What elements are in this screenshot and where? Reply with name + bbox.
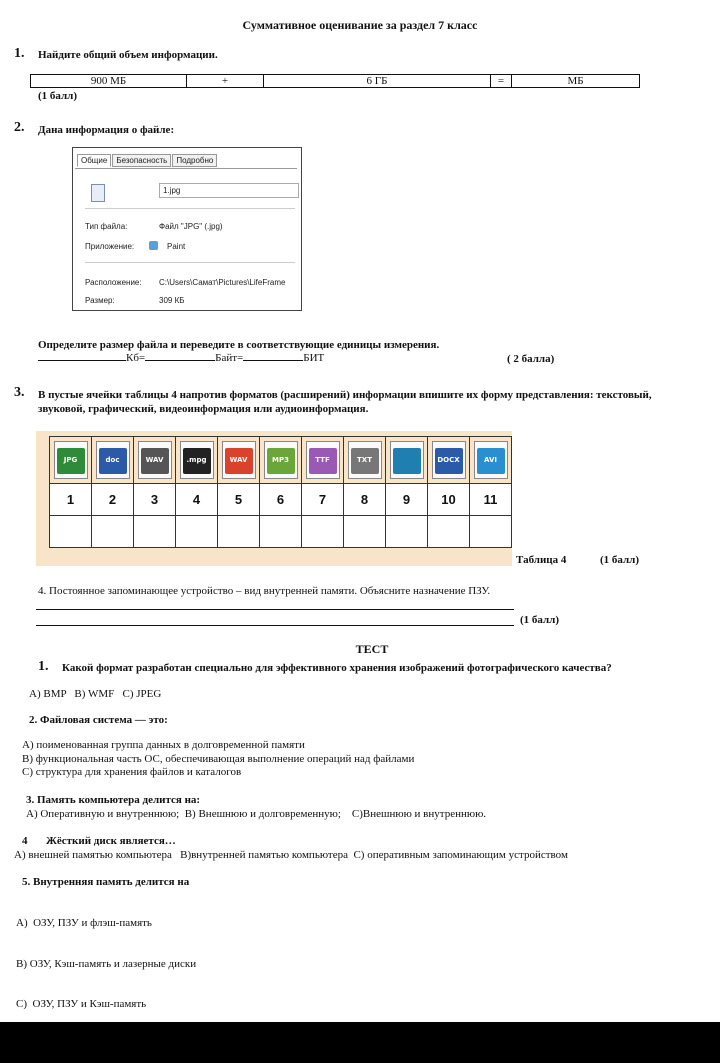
- q3-text: В пустые ячейки таблицы 4 напротив форматов (расширений) информации впишите их форму представления: текстовый, звуковой, графический, видеоинформация или аудиоинформация.: [38, 389, 652, 415]
- mpg-icon: [180, 441, 214, 479]
- mp3-icon: [264, 441, 298, 479]
- test-heading: ТЕСТ: [355, 642, 389, 656]
- icon-label: WAV: [145, 456, 164, 464]
- avi-icon: [474, 441, 508, 479]
- q1-cell-2: +: [187, 75, 264, 88]
- txt-icon: [348, 441, 382, 479]
- format-number-cell: 3: [134, 484, 176, 516]
- filename-field[interactable]: 1.jpg: [159, 183, 299, 198]
- q1-number: 1.: [14, 46, 25, 61]
- format-icon-cell: [470, 437, 512, 484]
- icon-band: [393, 448, 421, 474]
- properties-tabs: [77, 154, 218, 167]
- unit-bit: БИТ: [303, 352, 325, 364]
- icon-label: AVI: [484, 456, 497, 464]
- docx-icon: [432, 441, 466, 479]
- page-title: Суммативное оценивание за раздел 7 класс: [242, 18, 478, 32]
- format-icon-cell: [260, 437, 302, 484]
- icon-row: [50, 437, 512, 484]
- t2-answer-c: С) структура для хранения файлов и каталогов: [22, 766, 242, 778]
- file-icon: [91, 184, 105, 202]
- q3-number: 3.: [14, 385, 25, 400]
- icon-label: DOCX: [437, 456, 460, 464]
- format-number-cell: 4: [176, 484, 218, 516]
- answer-row: [50, 516, 512, 548]
- format-icon-cell: [176, 437, 218, 484]
- format-answer-cell[interactable]: [470, 516, 512, 548]
- format-icon-cell: [50, 437, 92, 484]
- format-icon-cell: [302, 437, 344, 484]
- q1-points: (1 балл): [38, 90, 78, 102]
- t4-number: 4: [22, 835, 28, 847]
- format-number-cell: 5: [218, 484, 260, 516]
- format-answer-cell[interactable]: [176, 516, 218, 548]
- q1-equation-table: [30, 74, 640, 88]
- q4-answer-line-2[interactable]: [36, 625, 514, 626]
- icon-label: .mpg: [186, 456, 207, 464]
- icon-label: doc: [105, 456, 120, 464]
- format-answer-cell[interactable]: [344, 516, 386, 548]
- format-number-cell: 7: [302, 484, 344, 516]
- format-number-cell: 2: [92, 484, 134, 516]
- format-number-cell: 9: [386, 484, 428, 516]
- format-icon-cell: [92, 437, 134, 484]
- format-number-cell: 1: [50, 484, 92, 516]
- format-icon-cell: [428, 437, 470, 484]
- format-number-cell: 10: [428, 484, 470, 516]
- file-properties-window: [72, 147, 302, 311]
- type-label: Тип файла:: [85, 222, 128, 231]
- jpg-icon: [54, 441, 88, 479]
- format-number-cell: 11: [470, 484, 512, 516]
- image-file-icon: [390, 441, 424, 479]
- q4-points: (1 балл): [520, 614, 560, 626]
- location-label: Расположение:: [85, 278, 142, 287]
- format-icon-cell: [218, 437, 260, 484]
- format-answer-cell[interactable]: [260, 516, 302, 548]
- tab-security[interactable]: Безопасность: [112, 154, 171, 167]
- kb-blank[interactable]: [38, 360, 126, 361]
- format-answer-cell[interactable]: [218, 516, 260, 548]
- wav-film-icon: [138, 441, 172, 479]
- t2-question: 2. Файловая система — это:: [29, 714, 168, 726]
- q4-text: 4. Постоянное запоминающее устройство – вид внутренней памяти. Объясните назначение ПЗУ.: [38, 585, 491, 597]
- location-value: C:\Users\Самат\Pictures\LifeFrame: [159, 278, 286, 287]
- size-label: Размер:: [85, 296, 115, 305]
- format-answer-cell[interactable]: [428, 516, 470, 548]
- icon-label: TXT: [357, 456, 372, 464]
- t4-answers: А) внешней памятью компьютера В)внутренней памятью компьютера С) оперативным запоминающим устройством: [14, 849, 568, 861]
- format-icon-cell: [344, 437, 386, 484]
- formats-table: [49, 436, 512, 548]
- format-number-cell: 6: [260, 484, 302, 516]
- t5-answer-a: А) ОЗУ, ПЗУ и флэш-память: [16, 917, 152, 929]
- app-label: Приложение:: [85, 242, 135, 251]
- format-answer-cell[interactable]: [302, 516, 344, 548]
- icon-label: MP3: [272, 456, 289, 464]
- t5-answer-c: С) ОЗУ, ПЗУ и Кэш-память: [16, 998, 147, 1010]
- format-answer-cell[interactable]: [386, 516, 428, 548]
- t1-question: Какой формат разработан специально для эффективного хранения изображений фотографического качества?: [62, 662, 612, 674]
- q2-points: ( 2 балла): [507, 353, 555, 365]
- icon-label: JPG: [63, 456, 78, 464]
- q3-points: (1 балл): [600, 554, 640, 566]
- t2-answer-b: В) функциональная часть ОС, обеспечивающая выполнение операций над файлами: [22, 752, 415, 765]
- doc-icon: [96, 441, 130, 479]
- bottom-black-bar: [0, 1022, 720, 1063]
- format-number-cell: 8: [344, 484, 386, 516]
- ttf-icon: [306, 441, 340, 479]
- t1-answers: A) BMP B) WMF C) JPEG: [29, 688, 162, 700]
- q1-cell-5[interactable]: МБ: [512, 75, 640, 88]
- q1-cell-1: 900 МБ: [31, 75, 187, 88]
- format-answer-cell[interactable]: [92, 516, 134, 548]
- format-answer-cell[interactable]: [134, 516, 176, 548]
- paint-icon: [149, 241, 158, 250]
- wav-icon: [222, 441, 256, 479]
- icon-label: WAV: [229, 456, 248, 464]
- q2-answer-line: [38, 352, 324, 364]
- type-value: Файл "JPG" (.jpg): [159, 222, 223, 231]
- formats-table-panel: [36, 431, 512, 566]
- t3-question: 3. Память компьютера делится на:: [26, 794, 201, 806]
- unit-kb: Кб=: [126, 352, 146, 364]
- t2-answer-a: А) поименованная группа данных в долговременной памяти: [22, 739, 305, 751]
- table-caption: Таблица 4: [516, 554, 567, 566]
- t5-question: 5. Внутренняя память делится на: [22, 876, 190, 888]
- t1-number: 1.: [38, 659, 49, 674]
- byte-blank[interactable]: [145, 360, 215, 361]
- icon-label: TTF: [315, 456, 330, 464]
- bit-blank[interactable]: [243, 360, 303, 361]
- q4-answer-line-1[interactable]: [36, 609, 514, 610]
- t4-question: Жёсткий диск является…: [46, 835, 176, 847]
- q2-task: Определите размер файла и переведите в соответствующие единицы измерения.: [38, 339, 440, 351]
- format-answer-cell[interactable]: [50, 516, 92, 548]
- q1-text: Найдите общий объем информации.: [38, 49, 218, 61]
- t5-answers: [16, 890, 196, 1025]
- q2-text: Дана информация о файле:: [38, 124, 175, 136]
- q1-cell-3: 6 ГБ: [264, 75, 491, 88]
- format-icon-cell: [386, 437, 428, 484]
- tab-details[interactable]: Подробно: [172, 154, 217, 167]
- app-value: Paint: [167, 242, 186, 251]
- unit-byte: Байт=: [215, 352, 244, 364]
- q2-number: 2.: [14, 120, 25, 135]
- t2-answers: [22, 739, 414, 780]
- format-icon-cell: [134, 437, 176, 484]
- number-row: [50, 484, 512, 516]
- size-value: 309 КБ: [159, 296, 185, 305]
- t3-answers: А) Оперативную и внутреннюю; В) Внешнюю и долговременную; С)Внешнюю и внутреннюю.: [26, 808, 487, 820]
- q1-cell-4: =: [491, 75, 512, 88]
- tab-general[interactable]: Общие: [77, 154, 111, 167]
- t5-answer-b: В) ОЗУ, Кэш-память и лазерные диски: [16, 957, 197, 970]
